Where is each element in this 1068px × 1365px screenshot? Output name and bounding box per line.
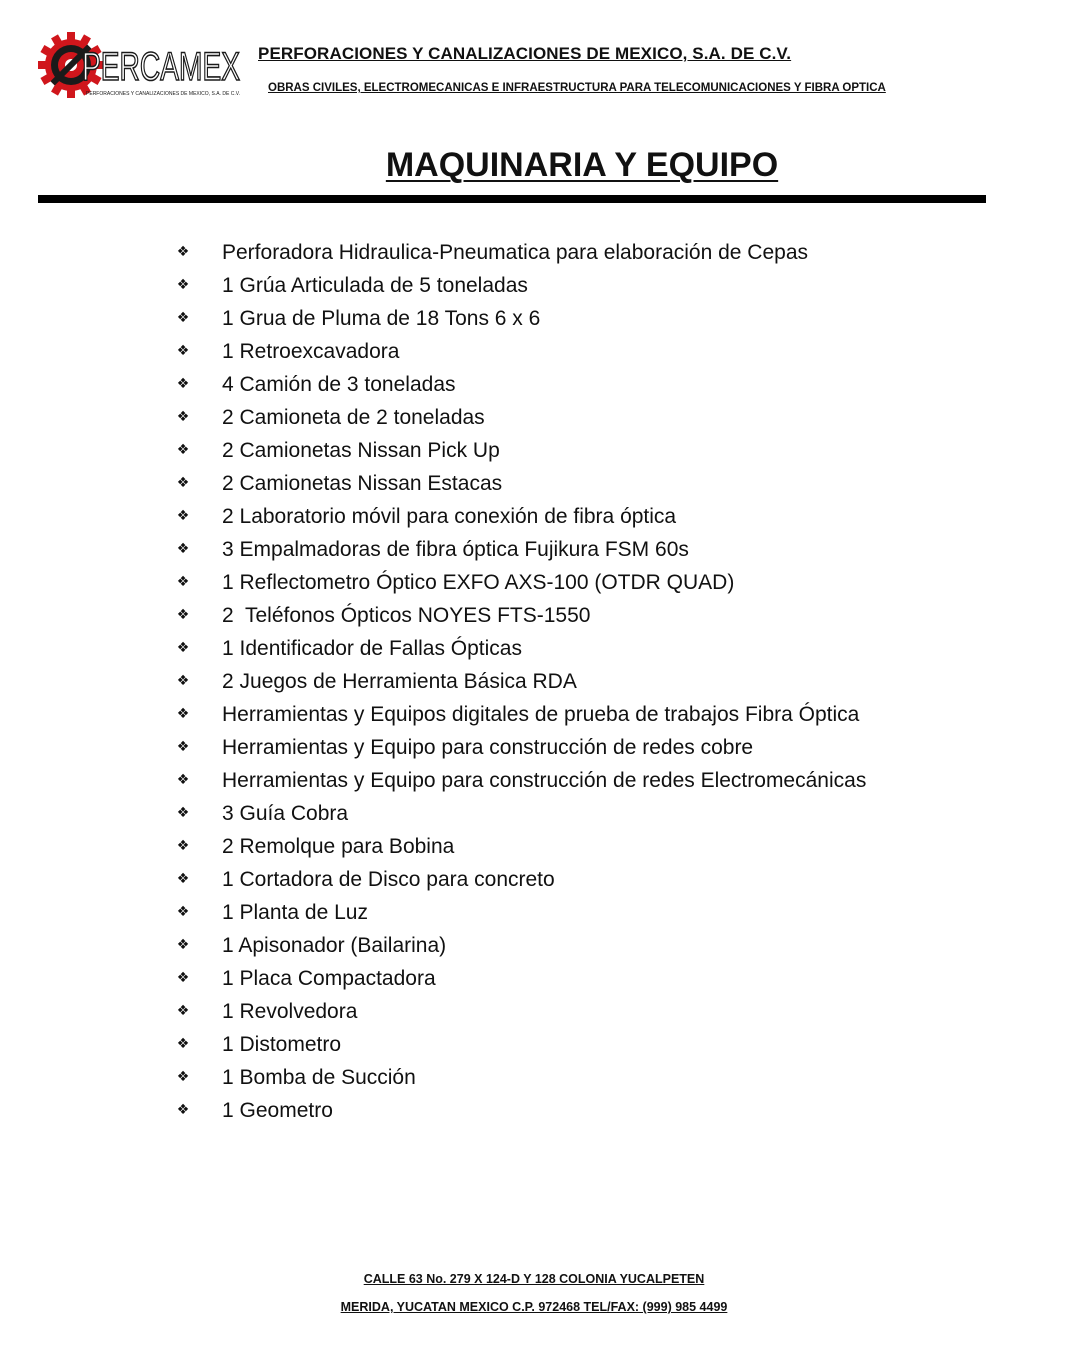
list-item-text: 1 Identificador de Fallas Ópticas bbox=[222, 637, 522, 660]
diamond-bullet-icon: ❖ bbox=[176, 1036, 190, 1052]
list-item-text: 1 Bomba de Succión bbox=[222, 1066, 416, 1089]
list-item-text: 2 Juegos de Herramienta Básica RDA bbox=[222, 670, 577, 693]
list-item bbox=[0, 566, 1024, 599]
list-item-text: 4 Camión de 3 toneladas bbox=[222, 373, 456, 396]
list-item bbox=[0, 368, 1024, 401]
equipment-list bbox=[0, 236, 1024, 1127]
list-item-text: 1 Planta de Luz bbox=[222, 901, 368, 924]
list-item bbox=[0, 599, 1024, 632]
diamond-bullet-icon: ❖ bbox=[176, 673, 190, 689]
list-item bbox=[0, 665, 1024, 698]
diamond-bullet-icon: ❖ bbox=[176, 904, 190, 920]
logo-subtitle: PERFORACIONES Y CANALIZACIONES DE MEXICO, S.A. DE C.V. bbox=[86, 91, 240, 97]
list-item bbox=[0, 1094, 1024, 1127]
diamond-bullet-icon: ❖ bbox=[176, 409, 190, 425]
list-item-text: Herramientas y Equipos digitales de prueba de trabajos Fibra Óptica bbox=[222, 703, 860, 726]
list-item bbox=[0, 863, 1024, 896]
diamond-bullet-icon: ❖ bbox=[176, 541, 190, 557]
logo-brand: PERCAMEX bbox=[82, 45, 240, 89]
list-item bbox=[0, 500, 1024, 533]
list-item bbox=[0, 302, 1024, 335]
list-item bbox=[0, 269, 1024, 302]
list-item-text: 1 Placa Compactadora bbox=[222, 967, 436, 990]
diamond-bullet-icon: ❖ bbox=[176, 376, 190, 392]
list-item bbox=[0, 335, 1024, 368]
list-item bbox=[0, 434, 1024, 467]
company-name: PERFORACIONES Y CANALIZACIONES DE MEXICO, S.A. DE C.V. bbox=[258, 44, 792, 63]
diamond-bullet-icon: ❖ bbox=[176, 805, 190, 821]
diamond-bullet-icon: ❖ bbox=[176, 739, 190, 755]
list-item-text: Herramientas y Equipo para construcción de redes Electromecánicas bbox=[222, 769, 867, 792]
list-item-text: 1 Grua de Pluma de 18 Tons 6 x 6 bbox=[222, 307, 541, 330]
diamond-bullet-icon: ❖ bbox=[176, 277, 190, 293]
list-item-text: 1 Distometro bbox=[222, 1033, 342, 1056]
company-logo bbox=[38, 28, 243, 102]
diamond-bullet-icon: ❖ bbox=[176, 838, 190, 854]
page-title: MAQUINARIA Y EQUIPO bbox=[385, 146, 779, 184]
list-item bbox=[0, 467, 1024, 500]
diamond-bullet-icon: ❖ bbox=[176, 574, 190, 590]
list-item bbox=[0, 731, 1024, 764]
diamond-bullet-icon: ❖ bbox=[176, 937, 190, 953]
gear-logo-icon bbox=[38, 28, 243, 102]
diamond-bullet-icon: ❖ bbox=[176, 970, 190, 986]
list-item-text: 2 Teléfonos Ópticos NOYES FTS-1550 bbox=[222, 604, 591, 627]
company-tagline: OBRAS CIVILES, ELECTROMECANICAS E INFRAESTRUCTURA PARA TELECOMUNICACIONES Y FIBRA OPTICA bbox=[268, 82, 886, 94]
list-item bbox=[0, 401, 1024, 434]
diamond-bullet-icon: ❖ bbox=[176, 1069, 190, 1085]
list-item-text: 1 Reflectometro Óptico EXFO AXS-100 (OTDR QUAD) bbox=[222, 571, 735, 594]
list-item bbox=[0, 929, 1024, 962]
list-item-text: 3 Guía Cobra bbox=[222, 802, 349, 825]
list-item-text: 1 Retroexcavadora bbox=[222, 340, 400, 363]
list-item-text: 2 Camionetas Nissan Estacas bbox=[222, 472, 503, 495]
list-item bbox=[0, 830, 1024, 863]
list-item bbox=[0, 1028, 1024, 1061]
list-item-text: 1 Revolvedora bbox=[222, 1000, 358, 1023]
diamond-bullet-icon: ❖ bbox=[176, 1003, 190, 1019]
diamond-bullet-icon: ❖ bbox=[176, 508, 190, 524]
list-item bbox=[0, 896, 1024, 929]
list-item-text: 2 Camionetas Nissan Pick Up bbox=[222, 439, 500, 462]
diamond-bullet-icon: ❖ bbox=[176, 442, 190, 458]
list-item bbox=[0, 698, 1024, 731]
diamond-bullet-icon: ❖ bbox=[176, 343, 190, 359]
list-item-text: 3 Empalmadoras de fibra óptica Fujikura FSM 60s bbox=[222, 538, 689, 561]
list-item bbox=[0, 632, 1024, 665]
list-item bbox=[0, 764, 1024, 797]
footer-address-line-2: MERIDA, YUCATAN MEXICO C.P. 972468 TEL/FAX: (999) 985 4499 bbox=[340, 1300, 728, 1314]
list-item-text: Herramientas y Equipo para construcción de redes cobre bbox=[222, 736, 754, 759]
list-item bbox=[0, 962, 1024, 995]
diamond-bullet-icon: ❖ bbox=[176, 310, 190, 326]
list-item-text: 1 Geometro bbox=[222, 1099, 333, 1122]
diamond-bullet-icon: ❖ bbox=[176, 871, 190, 887]
list-item-text: 2 Laboratorio móvil para conexión de fibra óptica bbox=[222, 505, 677, 528]
list-item bbox=[0, 1061, 1024, 1094]
list-item-text: 1 Apisonador (Bailarina) bbox=[222, 934, 447, 957]
list-item-text: 2 Camioneta de 2 toneladas bbox=[222, 406, 485, 429]
diamond-bullet-icon: ❖ bbox=[176, 475, 190, 491]
list-item bbox=[0, 995, 1024, 1028]
footer-address-line-1: CALLE 63 No. 279 X 124-D Y 128 COLONIA YUCALPETEN bbox=[363, 1272, 705, 1286]
list-item-text: Perforadora Hidraulica-Pneumatica para elaboración de Cepas bbox=[222, 241, 809, 264]
diamond-bullet-icon: ❖ bbox=[176, 607, 190, 623]
list-item bbox=[0, 797, 1024, 830]
list-item-text: 1 Grúa Articulada de 5 toneladas bbox=[222, 274, 528, 297]
list-item-text: 1 Cortadora de Disco para concreto bbox=[222, 868, 555, 891]
diamond-bullet-icon: ❖ bbox=[176, 706, 190, 722]
list-item bbox=[0, 236, 1024, 269]
title-divider bbox=[38, 195, 986, 203]
diamond-bullet-icon: ❖ bbox=[176, 1102, 190, 1118]
list-item-text: 2 Remolque para Bobina bbox=[222, 835, 455, 858]
list-item bbox=[0, 533, 1024, 566]
diamond-bullet-icon: ❖ bbox=[176, 244, 190, 260]
diamond-bullet-icon: ❖ bbox=[176, 640, 190, 656]
diamond-bullet-icon: ❖ bbox=[176, 772, 190, 788]
